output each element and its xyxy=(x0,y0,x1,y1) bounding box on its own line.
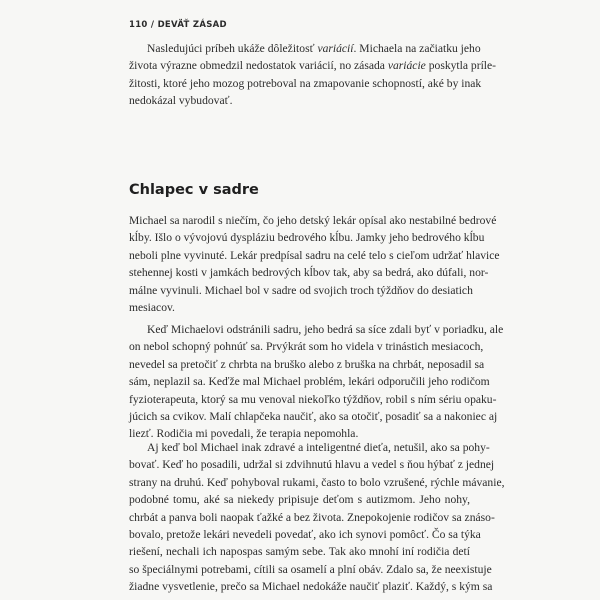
body-paragraph-1 xyxy=(129,212,500,316)
text-line: žiadne vysvetlenie, prečo sa Michael nedokáže naučiť plaziť. Každý, s kým sa xyxy=(129,580,493,594)
text-line: Nasledujúci príbeh ukáže dôležitosť variácií. Michaela na začiatku jeho xyxy=(147,42,481,55)
text-line: liezť. Rodičia mi povedali, že terapia nepomohla. xyxy=(129,427,359,441)
text-line: mesiacov. xyxy=(129,301,175,315)
text-line: so špeciálnymi potrebami, cítili sa osamelí a plní obáv. Zdalo sa, že neexistuje xyxy=(129,562,492,576)
intro-paragraph xyxy=(129,40,497,110)
text-line: on nebol schopný pohnúť sa. Prvýkrát som ho videla v trinástich mesiacoch, xyxy=(129,340,484,354)
text-line: nevedel sa pretočiť z chrbta na bruško alebo z bruška na chrbát, neposadil sa xyxy=(129,357,485,371)
text-line: Keď Michaelovi odstránili sadru, jeho bedrá sa síce zdali byť v poriadku, ale xyxy=(147,323,504,336)
body-paragraph-2 xyxy=(129,321,504,443)
text-line: strany na druhú. Keď pohyboval rukami, často to bolo vzrušené, rýchle mávanie, xyxy=(129,475,505,489)
running-head: 110 / DEVÄŤ ZÁSAD xyxy=(129,20,227,30)
text-line: riešení, nechali ich napospas samým sebe. Tak ako mnohí iní rodičia detí xyxy=(129,545,470,559)
text-line: bovalo, pretože lekári nevedeli povedať, ako ich synovi pomôcť. Čo sa týka xyxy=(129,528,481,542)
text-line: podobné tomu, aké sa niekedy pripisuje deťom s autizmom. Jeho nohy, xyxy=(129,493,470,507)
text-line: júcich sa cvikov. Malí chlapčeka naučiť, ako sa otočiť, posadiť sa a nakoniec aj xyxy=(129,410,498,424)
text-line: žitosti, ktoré jeho mozog potreboval na zmapovanie schopností, aké by inak xyxy=(129,76,482,90)
text-line: kĺby. Išlo o vývojovú dyspláziu bedrového kĺbu. Jamky jeho bedrového kĺbu xyxy=(129,231,485,245)
text-line: stehennej kosti v jamkách bedrových kĺbov tak, aby sa bedrá, ako dúfali, nor- xyxy=(129,266,489,280)
text-line: neboli plne vyvinuté. Lekár predpísal sadru na celé telo s cieľom udržať hlavice xyxy=(129,248,500,262)
text-line: sám, neplazil sa. Keďže mal Michael problém, lekári odporučili jeho rodičom xyxy=(129,375,490,389)
text-line: bovať. Keď ho posadili, udržal si zdvihnutú hlavu a vedel s ňou hýbať z jednej xyxy=(129,458,495,472)
text-line: Michael sa narodil s niečím, čo jeho detský lekár opísal ako nestabilné bedrové xyxy=(129,214,497,227)
body-paragraph-3 xyxy=(129,439,505,596)
text-line: života výrazne obmedzil nedostatok variácií, no zásada variácie poskytla príle- xyxy=(129,59,497,73)
section-heading: Chlapec v sadre xyxy=(129,182,259,198)
text-line: fyzioterapeuta, ktorý sa mu venoval niekoľko týždňov, robil s ním sériu opaku- xyxy=(129,392,497,406)
text-line: nedokázal vybudovať. xyxy=(129,94,233,108)
text-line: málne vyvinuli. Michael bol v sadre od svojich troch týždňov do desiatich xyxy=(129,283,473,297)
text-line: Aj keď bol Michael inak zdravé a inteligentné dieťa, netušil, ako sa pohy- xyxy=(147,441,490,454)
text-line: chrbát a panva boli naopak ťažké a bez života. Znepokojenie rodičov sa znáso- xyxy=(129,510,495,524)
